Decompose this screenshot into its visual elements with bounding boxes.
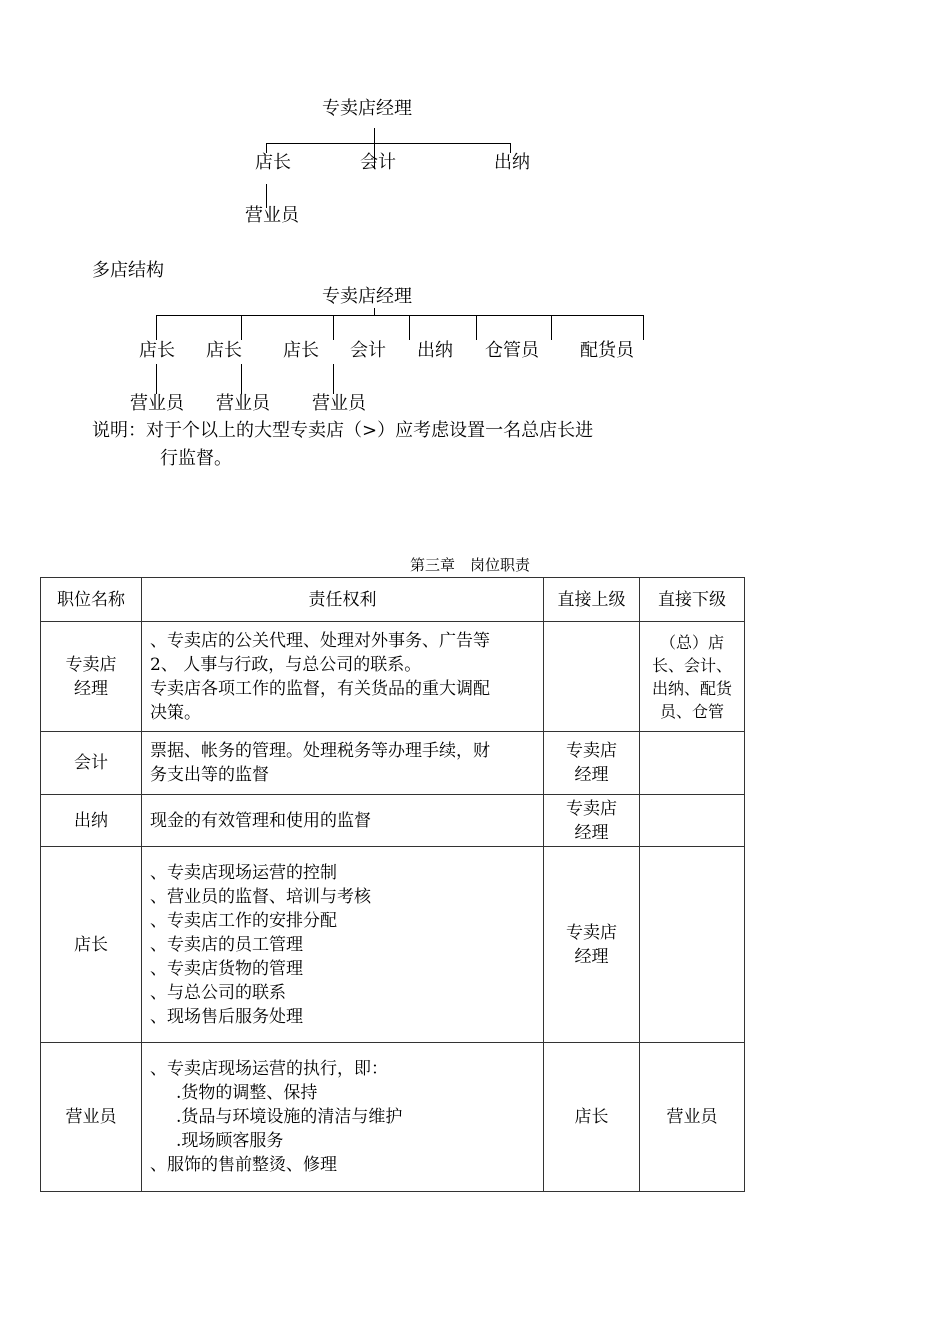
org-connector [374,128,375,144]
org-node-accountant: 会计 [350,340,386,361]
org-node-store-head: 店长 [139,340,175,361]
org-node-accountant: 会计 [360,152,396,173]
cell-duties: 、专卖店现场运营的控制 、营业员的监督、培训与考核 、专卖店工作的安排分配 、专卖店的员工管理 、专卖店货物的管理 、与总公司的联系 、现场售后服务处理 [142,847,544,1043]
org-connector [476,315,477,340]
cell-duties: 票据、帐务的管理。处理税务等办理手续，财 务支出等的监督 [142,732,544,795]
org-connector [266,143,510,144]
cell-superior: 专卖店 经理 [544,732,640,795]
org-node-salesperson: 营业员 [245,205,299,226]
cell-superior: 专卖店 经理 [544,795,640,847]
org-node-cashier: 出纳 [494,152,530,173]
cell-duties: 、专卖店现场运营的执行，即： .货物的调整、保持 .货品与环境设施的清洁与维护 .现场顾客服务 、服饰的售前整烫、修理 [142,1043,544,1192]
cell-superior: 店长 [544,1043,640,1192]
table-row [41,622,745,732]
cell-position: 营业员 [41,1043,142,1192]
table-row [41,1043,745,1192]
org-connector [241,364,242,394]
duty-table [40,577,745,1192]
org-node-salesperson: 营业员 [216,393,270,414]
cell-superior: 专卖店 经理 [544,847,640,1043]
org-connector [156,315,643,316]
cell-duties: 现金的有效管理和使用的监督 [142,795,544,847]
cell-subordinate [640,795,745,847]
header-superior: 直接上级 [544,578,640,622]
chapter-title: 第三章 岗位职责 [410,556,531,574]
table-row [41,847,745,1043]
multi-store-heading: 多店结构 [92,260,164,281]
cell-position: 店长 [41,847,142,1043]
header-duties: 责任权利 [142,578,544,622]
note-line-1: 说明：对于个以上的大型专卖店（>）应考虑设置一名总店长进 [92,420,594,441]
table-row [41,795,745,847]
org-connector [333,364,334,394]
cell-position: 专卖店 经理 [41,622,142,732]
org-node-salesperson: 营业员 [312,393,366,414]
cell-position: 会计 [41,732,142,795]
org-node-store-head: 店长 [255,152,291,173]
cell-position: 出纳 [41,795,142,847]
org-connector [156,315,157,340]
org-node-store-head: 店长 [206,340,242,361]
org-connector [643,315,644,340]
org-connector [333,315,334,340]
cell-subordinate [640,732,745,795]
table-header-row [41,578,745,622]
org-connector [409,315,410,340]
org-node-distributor: 配货员 [580,340,634,361]
org-root-store-manager: 专卖店经理 [322,98,412,119]
org-node-store-head: 店长 [283,340,319,361]
cell-duties: 、专卖店的公关代理、处理对外事务、广告等 2、 人事与行政，与总公司的联系。 专卖店各项工作的监督，有关货品的重大调配 决策。 [142,622,544,732]
cell-subordinate: （总）店 长、会计、 出纳、配货 员、仓管 [640,622,745,732]
org-node-cashier: 出纳 [417,340,453,361]
org-connector [241,315,242,340]
header-subordinate: 直接下级 [640,578,745,622]
org-node-salesperson: 营业员 [130,393,184,414]
table-row [41,732,745,795]
cell-superior [544,622,640,732]
org-connector [156,364,157,394]
note-line-2: 行监督。 [160,448,232,469]
org-connector [551,315,552,340]
org-root-store-manager: 专卖店经理 [322,286,412,307]
org-node-warehouse-keeper: 仓管员 [485,340,539,361]
header-position: 职位名称 [41,578,142,622]
cell-subordinate: 营业员 [640,1043,745,1192]
cell-subordinate [640,847,745,1043]
